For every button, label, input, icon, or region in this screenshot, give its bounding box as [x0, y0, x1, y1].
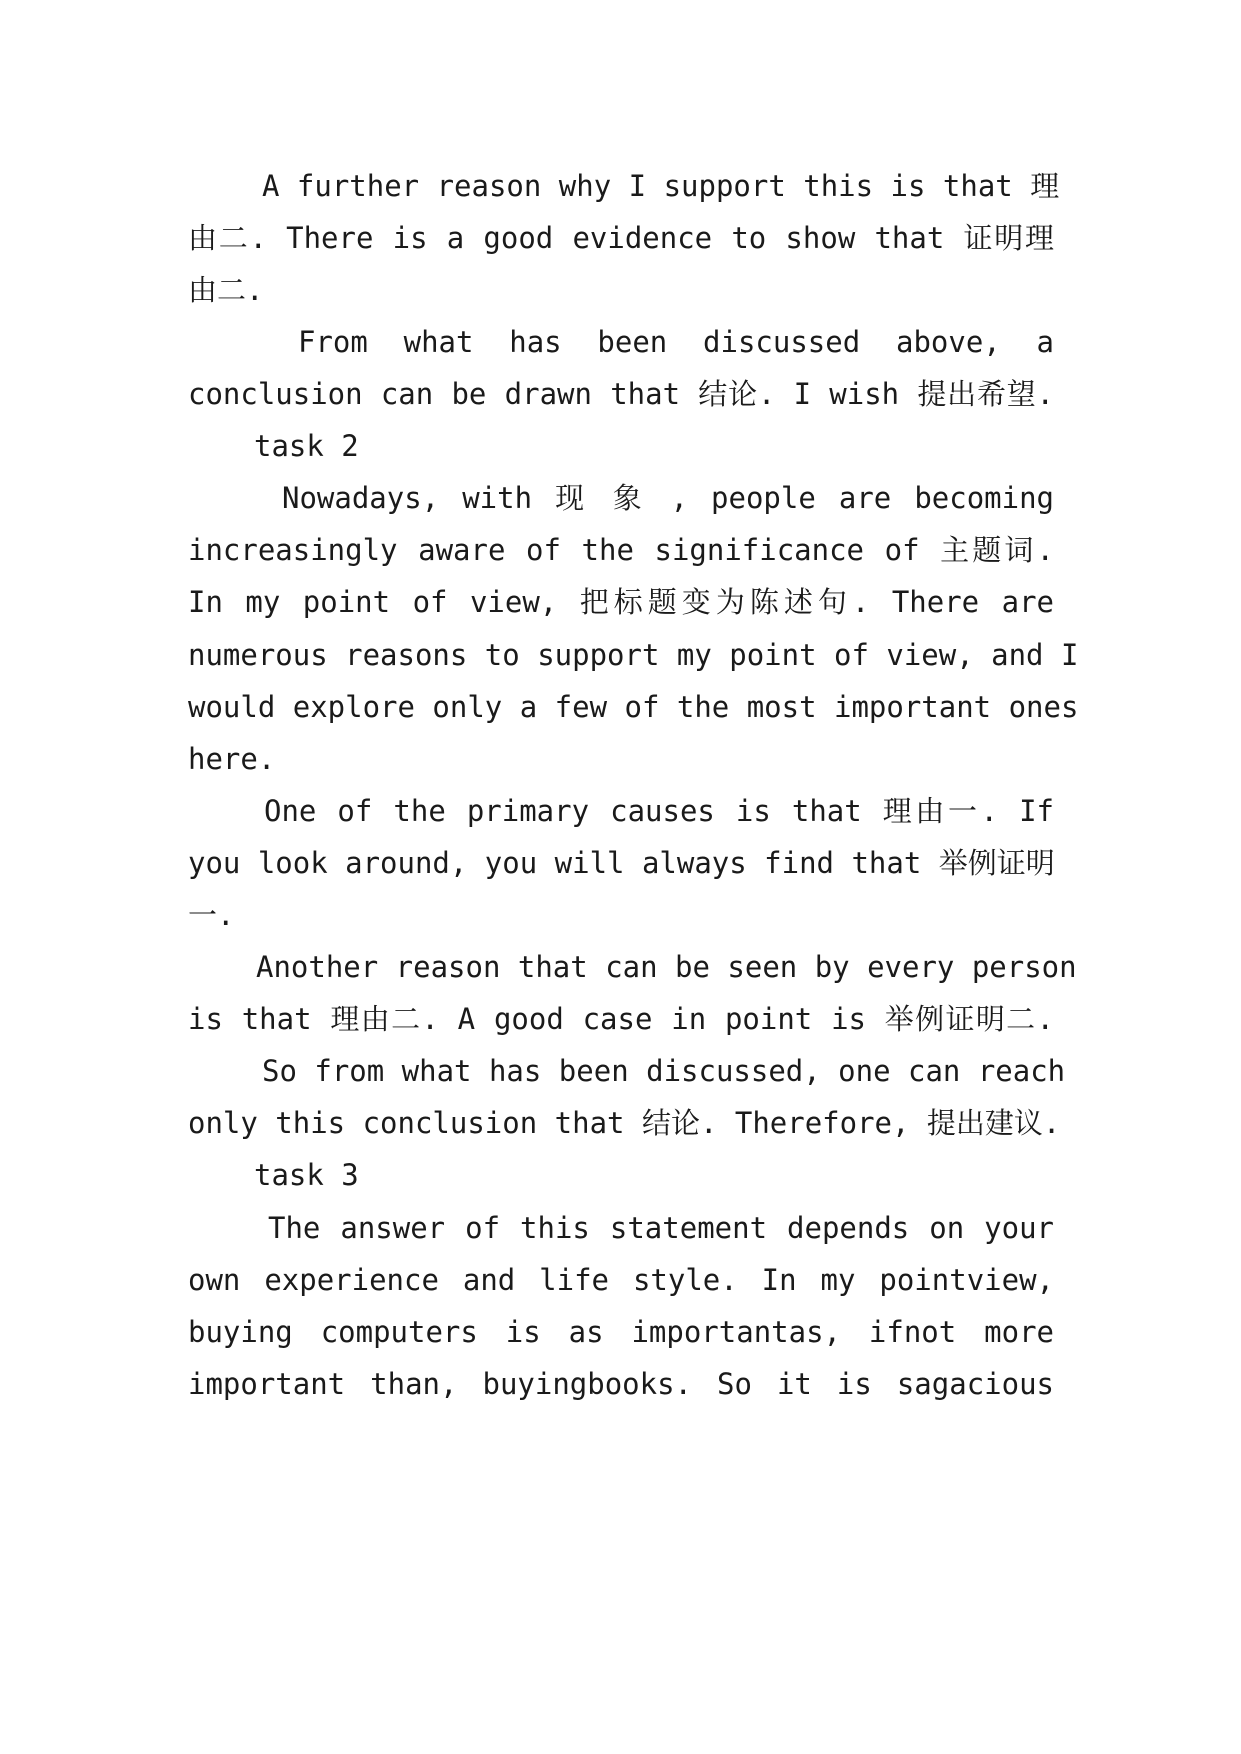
section-heading: task 3	[254, 1158, 359, 1192]
text-line: important than, buyingbooks. So it is sagacious	[188, 1367, 1054, 1401]
text-line: 由二. There is a good evidence to show that 证明理	[188, 221, 1054, 255]
text-line: buying computers is as importantas, ifnot more	[188, 1315, 1054, 1349]
text-line: only this conclusion that 结论. Therefore, 提出建议.	[188, 1106, 1061, 1140]
text-line: you look around, you will always find that 举例证明	[188, 846, 1055, 880]
text-line: Nowadays, with 现 象 , people are becoming	[282, 481, 1054, 515]
text-line: Another reason that can be seen by every person	[256, 950, 1077, 984]
text-line: conclusion can be drawn that 结论. I wish 提出希望.	[188, 377, 1054, 411]
text-line: So from what has been discussed, one can reach	[262, 1054, 1066, 1088]
section-heading: task 2	[254, 429, 359, 463]
text-line: In my point of view, 把标题变为陈述句. There are	[188, 585, 1054, 619]
text-line: 一.	[188, 898, 235, 932]
text-line: A further reason why I support this is that 理	[262, 169, 1060, 203]
text-line: increasingly aware of the significance of 主题词.	[188, 533, 1054, 567]
text-line: From what has been discussed above, a	[298, 325, 1054, 359]
text-line: is that 理由二. A good case in point is 举例证明二.	[188, 1002, 1054, 1036]
text-line: numerous reasons to support my point of view, and I	[188, 638, 1079, 672]
text-line: would explore only a few of the most important ones	[188, 690, 1079, 724]
text-line: One of the primary causes is that 理由一. If	[264, 794, 1054, 828]
text-line: The answer of this statement depends on your	[268, 1211, 1054, 1245]
text-line: own experience and life style. In my pointview,	[188, 1263, 1054, 1297]
text-line: 由二.	[188, 273, 264, 307]
text-line: here.	[188, 742, 276, 776]
